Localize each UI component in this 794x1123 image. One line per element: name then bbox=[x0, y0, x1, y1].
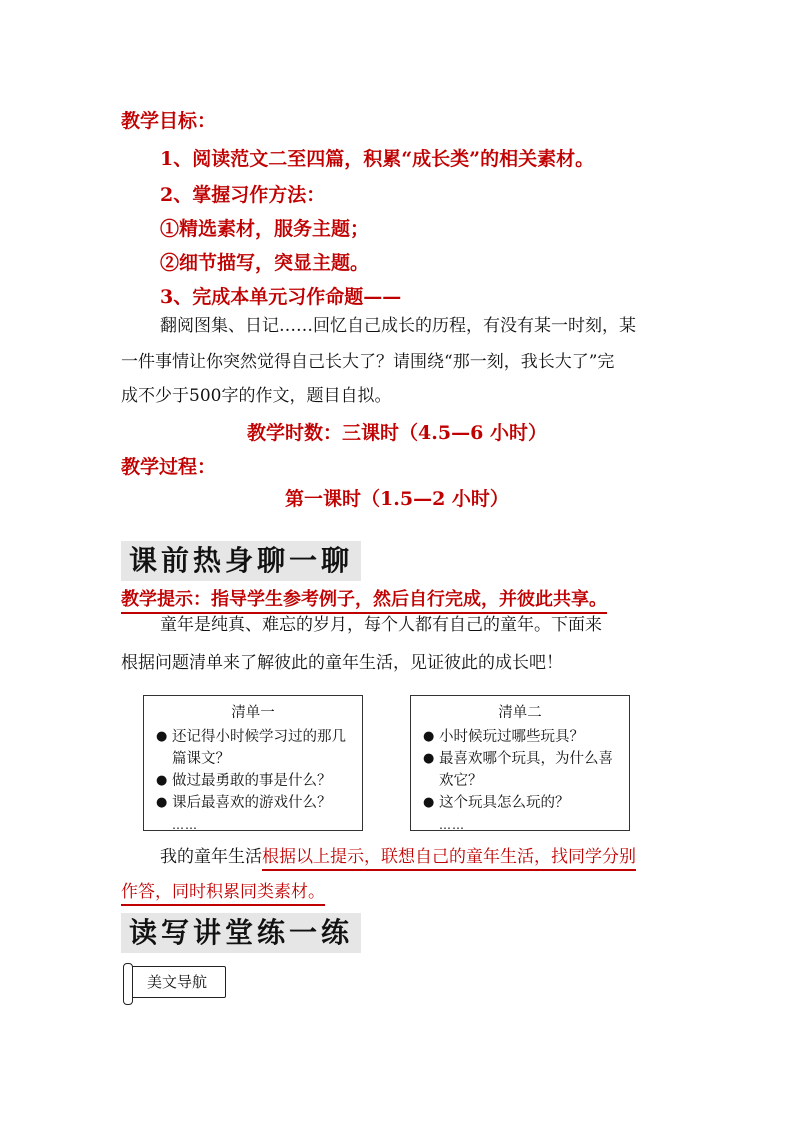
question-list-1 bbox=[143, 695, 363, 831]
prompt-line-3: 成不少于500字的作文，题目自拟。 bbox=[121, 386, 392, 406]
my-childhood-highlight-1: 根据以上提示，联想自己的童年生活，找同学分别 bbox=[262, 847, 636, 871]
my-childhood-line-2 bbox=[121, 874, 325, 910]
list-1-title: 清单一 bbox=[231, 705, 275, 721]
objective-3: 3、完成本单元习作命题—— bbox=[160, 286, 402, 308]
list-2-ellipsis: …… bbox=[439, 818, 465, 832]
objective-1: 1、阅读范文二至四篇，积累“成长类”的相关素材。 bbox=[160, 148, 595, 170]
list-item: ● 还记得小时候学习过的那几篇课文？ bbox=[156, 726, 354, 770]
list-2-title: 清单二 bbox=[498, 705, 542, 721]
question-list-2 bbox=[410, 695, 630, 831]
list-item: ● 课后最喜欢的游戏什么？ bbox=[156, 792, 354, 814]
my-childhood-highlight-2: 作答，同时积累同类素材。 bbox=[121, 882, 325, 906]
list-item: ● 小时候玩过哪些玩具？ bbox=[423, 726, 621, 748]
intro-line-2: 根据问题清单来了解彼此的童年生活，见证彼此的成长吧！ bbox=[121, 653, 563, 673]
list-1-ellipsis: …… bbox=[172, 818, 198, 832]
article-navigation-tag bbox=[128, 966, 226, 998]
my-childhood-lead: 我的童年生活 bbox=[160, 847, 262, 867]
objective-2: 2、掌握习作方法： bbox=[160, 184, 326, 206]
objectives-heading: 教学目标： bbox=[121, 110, 217, 132]
objective-2a: ①精选素材，服务主题； bbox=[160, 218, 370, 240]
warmup-banner: 课前热身聊一聊 bbox=[121, 541, 361, 581]
list-item: ● 做过最勇敢的事是什么？ bbox=[156, 770, 354, 792]
my-childhood-line-1 bbox=[160, 839, 636, 875]
list-item: ● 这个玩具怎么玩的？ bbox=[423, 792, 621, 814]
objective-2b: ②细节描写，突显主题。 bbox=[160, 252, 370, 274]
intro-line-1: 童年是纯真、难忘的岁月，每个人都有自己的童年。下面来 bbox=[160, 615, 602, 635]
article-navigation-label: 美文导航 bbox=[146, 973, 207, 991]
lesson-1-title: 第一课时（1.5—2 小时） bbox=[285, 488, 509, 510]
prompt-line-2: 一件事情让你突然觉得自己长大了？请围绕“那一刻，我长大了”完 bbox=[121, 352, 615, 372]
teaching-tip-text: 教学提示：指导学生参考例子，然后自行完成，并彼此共享。 bbox=[121, 589, 607, 614]
list-item: ● 最喜欢哪个玩具，为什么喜欢它？ bbox=[423, 748, 621, 792]
reading-writing-banner: 读写讲堂练一练 bbox=[121, 913, 361, 953]
teaching-hours: 教学时数：三课时（4.5—6 小时） bbox=[247, 422, 547, 444]
process-heading: 教学过程： bbox=[121, 456, 217, 478]
prompt-line-1: 翻阅图集、日记……回忆自己成长的历程，有没有某一时刻，某 bbox=[160, 316, 636, 336]
